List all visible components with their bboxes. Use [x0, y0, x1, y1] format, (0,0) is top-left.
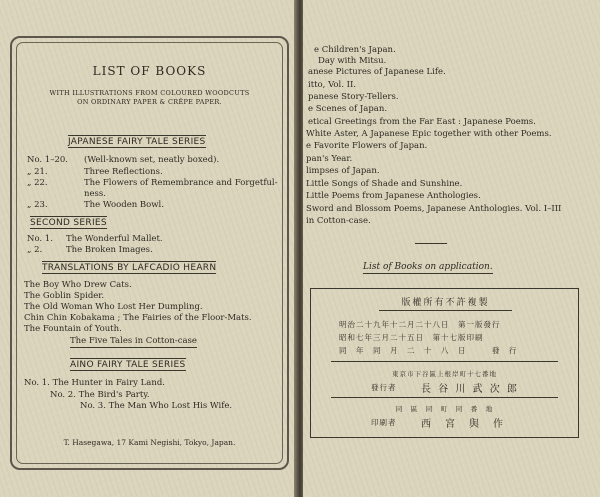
- jft-item-no: „ 22.: [27, 178, 48, 188]
- book-item: e Scenes of Japan.: [308, 104, 388, 114]
- divider-rule: [415, 243, 447, 244]
- ss-item-no: No. 1.: [27, 234, 53, 244]
- lafcadio-hearn-heading: TRANSLATIONS BY LAFCADIO HEARN: [42, 263, 217, 273]
- book-item: Sword and Blossom Poems, Japanese Anthologies. Vol. I–III: [306, 204, 562, 214]
- ss-item-text: The Wonderful Mallet.: [66, 234, 163, 244]
- colophon-address-2: 同 區 同 町 同 番 地: [395, 405, 494, 413]
- colophon-publisher-label: 發行者: [371, 383, 397, 392]
- aino-item: No. 2. The Bird's Party.: [50, 390, 150, 400]
- aino-item: No. 1. The Hunter in Fairy Land.: [24, 378, 165, 388]
- colophon-printer-label: 印刷者: [371, 418, 397, 427]
- colophon-address: 東京市下谷區上根岸町十七番地: [392, 370, 497, 378]
- jft-item-text: ness.: [84, 189, 106, 199]
- jft-item-text: Three Reflections.: [84, 167, 163, 177]
- colophon-date-row: 昭和七年三月二十五日 第十七版印刷: [339, 333, 484, 342]
- ss-item-no: „ 2.: [27, 245, 43, 255]
- book-item: Little Poems from Japanese Anthologies.: [306, 191, 481, 201]
- book-item: in Cotton-case.: [306, 216, 371, 226]
- application-note: List of Books on application.: [363, 262, 493, 272]
- list-title: LIST OF BOOKS: [92, 64, 207, 78]
- colophon-publisher-name: 長 谷 川 武 次 郎: [421, 384, 519, 395]
- aino-item: No. 3. The Man Who Lost His Wife.: [80, 401, 233, 411]
- hearn-item: The Boy Who Drew Cats.: [24, 280, 132, 290]
- aino-fairy-tale-heading: AINO FAIRY TALE SERIES: [70, 360, 186, 370]
- colophon-printer-name: 西 宮 與 作: [421, 419, 505, 430]
- hearn-item: The Goblin Spider.: [24, 291, 105, 301]
- book-item: pan's Year.: [306, 154, 353, 164]
- second-series-heading: SECOND SERIES: [30, 218, 107, 228]
- book-item: etical Greetings from the Far East : Japanese Poems.: [308, 117, 536, 127]
- ss-item-text: The Broken Images.: [66, 245, 153, 255]
- colophon-separator: [331, 397, 558, 398]
- colophon-date-row: 明治二十九年十二月二十八日 第一版發行: [339, 320, 501, 329]
- jft-item-text: (Well-known set, neatly boxed).: [84, 155, 220, 165]
- publisher-address: T. Hasegawa, 17 Kami Negishi, Tokyo, Japan.: [63, 438, 236, 447]
- jft-item-no: „ 23.: [27, 200, 48, 210]
- colophon-separator: [331, 361, 558, 362]
- book-item: e Children's Japan.: [314, 45, 396, 55]
- jft-item-no: „ 21.: [27, 167, 48, 177]
- hearn-item: The Old Woman Who Lost Her Dumpling.: [24, 302, 203, 312]
- jft-item-text: The Flowers of Remembrance and Forgetful-: [84, 178, 278, 188]
- jft-item-no: No. 1–20.: [27, 155, 68, 165]
- colophon-date-row: 同 年 同 月 二 十 八 日 發 行: [339, 346, 518, 355]
- book-item: anese Pictures of Japanese Life.: [308, 67, 446, 77]
- book-item: itto, Vol. II.: [308, 80, 357, 90]
- book-item: panese Story-Tellers.: [308, 92, 399, 102]
- colophon-title: 版權所有不許複製: [379, 295, 512, 311]
- book-item: Little Songs of Shade and Sunshine.: [306, 179, 463, 189]
- book-item: limpses of Japan.: [306, 166, 380, 176]
- book-item: White Aster, A Japanese Epic together with other Poems.: [306, 129, 552, 139]
- left-page: [0, 0, 297, 497]
- hearn-cotton-case-note: The Five Tales in Cotton-case: [70, 336, 197, 346]
- book-item: e Favorite Flowers of Japan.: [306, 141, 428, 151]
- japanese-fairy-tale-heading: JAPANESE FAIRY TALE SERIES: [68, 137, 206, 147]
- hearn-item: The Fountain of Youth.: [24, 324, 122, 334]
- book-item: Day with Mitsu.: [318, 56, 387, 66]
- subtitle-line-2: ON ORDINARY PAPER & CRÊPE PAPER.: [77, 98, 222, 106]
- subtitle-line-1: WITH ILLUSTRATIONS FROM COLOURED WOODCUTS: [49, 89, 250, 97]
- jft-item-text: The Wooden Bowl.: [84, 200, 164, 210]
- hearn-item: Chin Chin Kobakama ; The Fairies of the Floor-Mats.: [24, 313, 252, 323]
- colophon-box: [310, 288, 579, 438]
